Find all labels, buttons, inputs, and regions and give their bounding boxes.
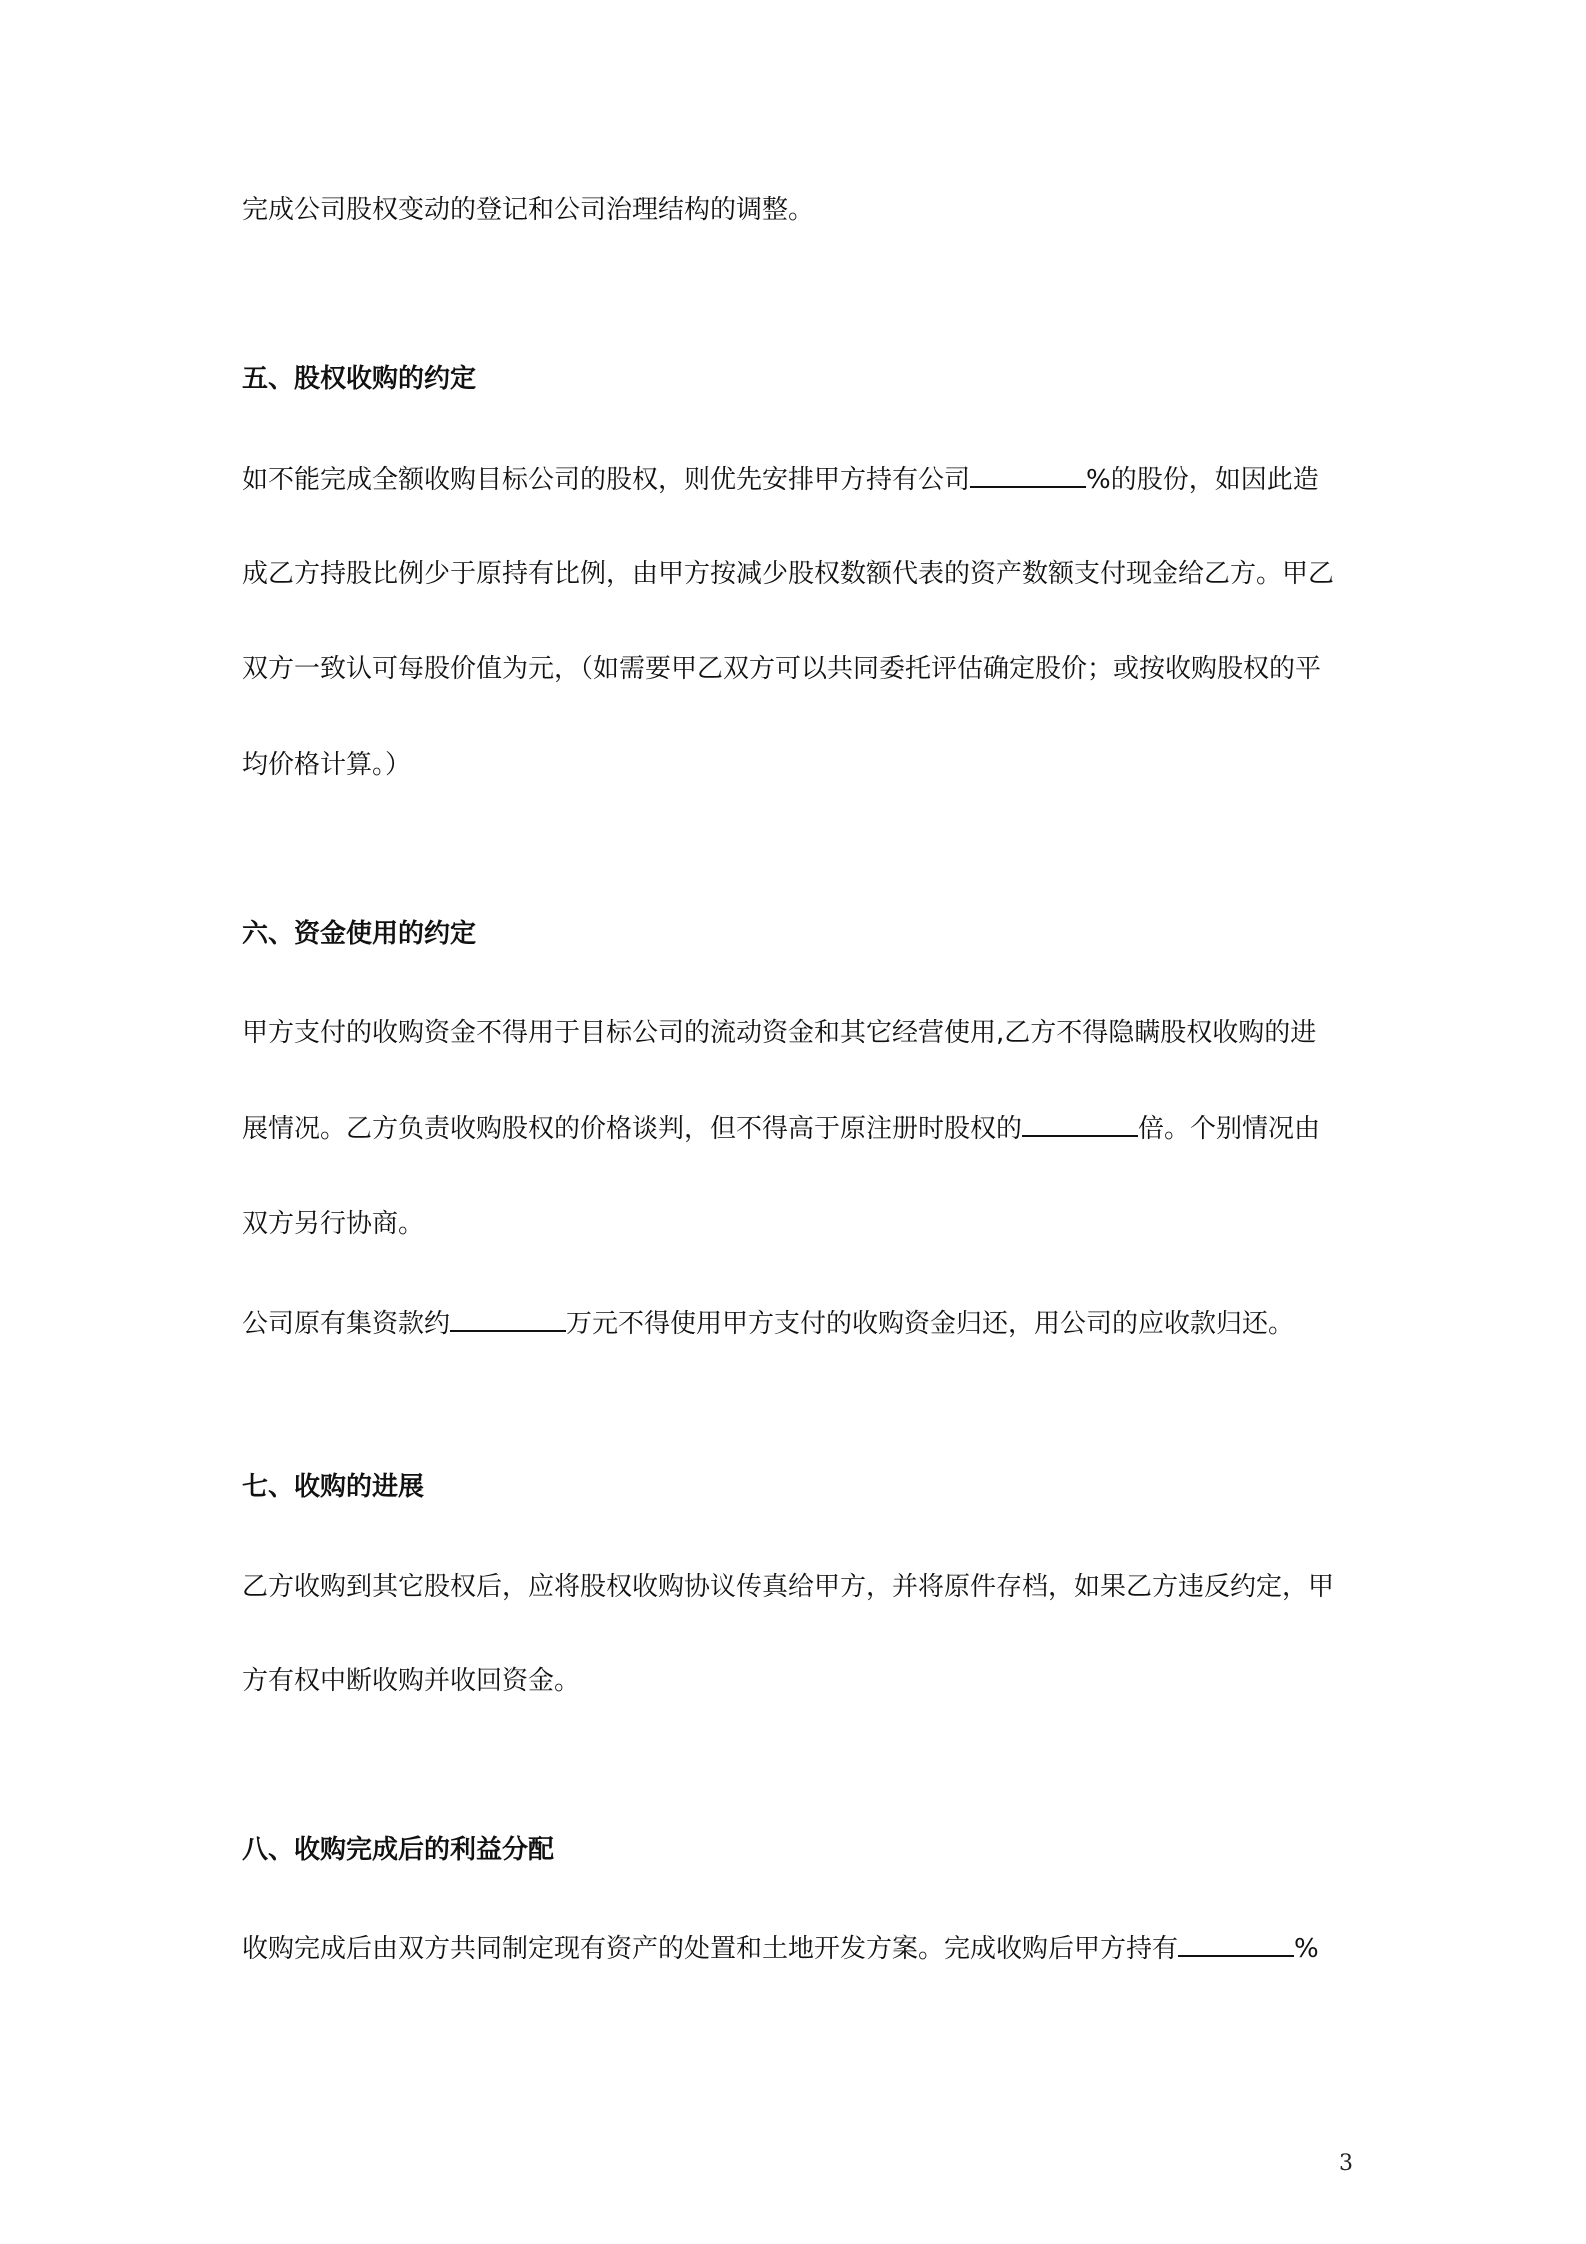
paragraph-line [242,1112,1320,1146]
fill-blank-percent [970,464,1086,488]
fill-blank-multiple [1022,1113,1138,1137]
paragraph-line [242,1664,580,1698]
section-heading-5 [242,362,476,396]
text: 甲方支付的收购资金不得用于目标公司的流动资金和其它经营使用,乙方不得隐瞒股权收购的进 [242,1018,1317,1048]
text: 完成公司股权变动的登记和公司治理结构的调整。 [242,195,815,225]
section-heading-8 [242,1833,554,1867]
text: 展情况。乙方负责收购股权的价格谈判，但不得高于原注册时股权的 [242,1114,1023,1144]
page-number: 3 [1339,2151,1353,2176]
fill-blank-amount [450,1308,566,1332]
paragraph-line [242,748,411,782]
text: 双方一致认可每股价值为元，（如需要甲乙双方可以共同委托评估确定股价；或按收购股权的平 [242,654,1322,684]
heading-text: 七、收购的进展 [242,1472,425,1502]
text: 双方另行协商。 [242,1209,425,1239]
text: 万元不得使用甲方支付的收购资金归还，用公司的应收款归还。 [566,1309,1295,1339]
text: 如不能完成全额收购目标公司的股权，则优先安排甲方持有公司 [242,465,971,495]
paragraph-line [242,652,1321,686]
text: 收购完成后由双方共同制定现有资产的处置和土地开发方案。完成收购后甲方持有 [242,1934,1179,1964]
text: 成乙方持股比例少于原持有比例，由甲方按减少股权数额代表的资产数额支付现金给乙方。甲乙 [242,559,1335,589]
text: 均价格计算。） [242,750,412,780]
paragraph-line [242,1016,1316,1050]
heading-text: 五、股权收购的约定 [242,364,477,394]
paragraph-line [242,557,1334,591]
paragraph-line [242,1570,1334,1604]
paragraph-line [242,193,814,227]
text: 公司原有集资款约 [242,1309,451,1339]
text: 乙方收购到其它股权后，应将股权收购协议传真给甲方，并将原件存档，如果乙方违反约定，甲 [242,1572,1335,1602]
text: %的股份，如因此造 [1086,465,1319,495]
paragraph-line [242,1207,424,1241]
text: % [1294,1934,1319,1964]
paragraph-line [242,1932,1319,1966]
heading-text: 八、收购完成后的利益分配 [242,1835,555,1865]
text: 倍。个别情况由 [1138,1114,1321,1144]
text: 方有权中断收购并收回资金。 [242,1666,581,1696]
fill-blank-percent [1178,1933,1294,1957]
paragraph-line [242,1307,1294,1341]
section-heading-6 [242,917,476,951]
paragraph-line [242,463,1319,497]
section-heading-7 [242,1470,424,1504]
heading-text: 六、资金使用的约定 [242,919,477,949]
